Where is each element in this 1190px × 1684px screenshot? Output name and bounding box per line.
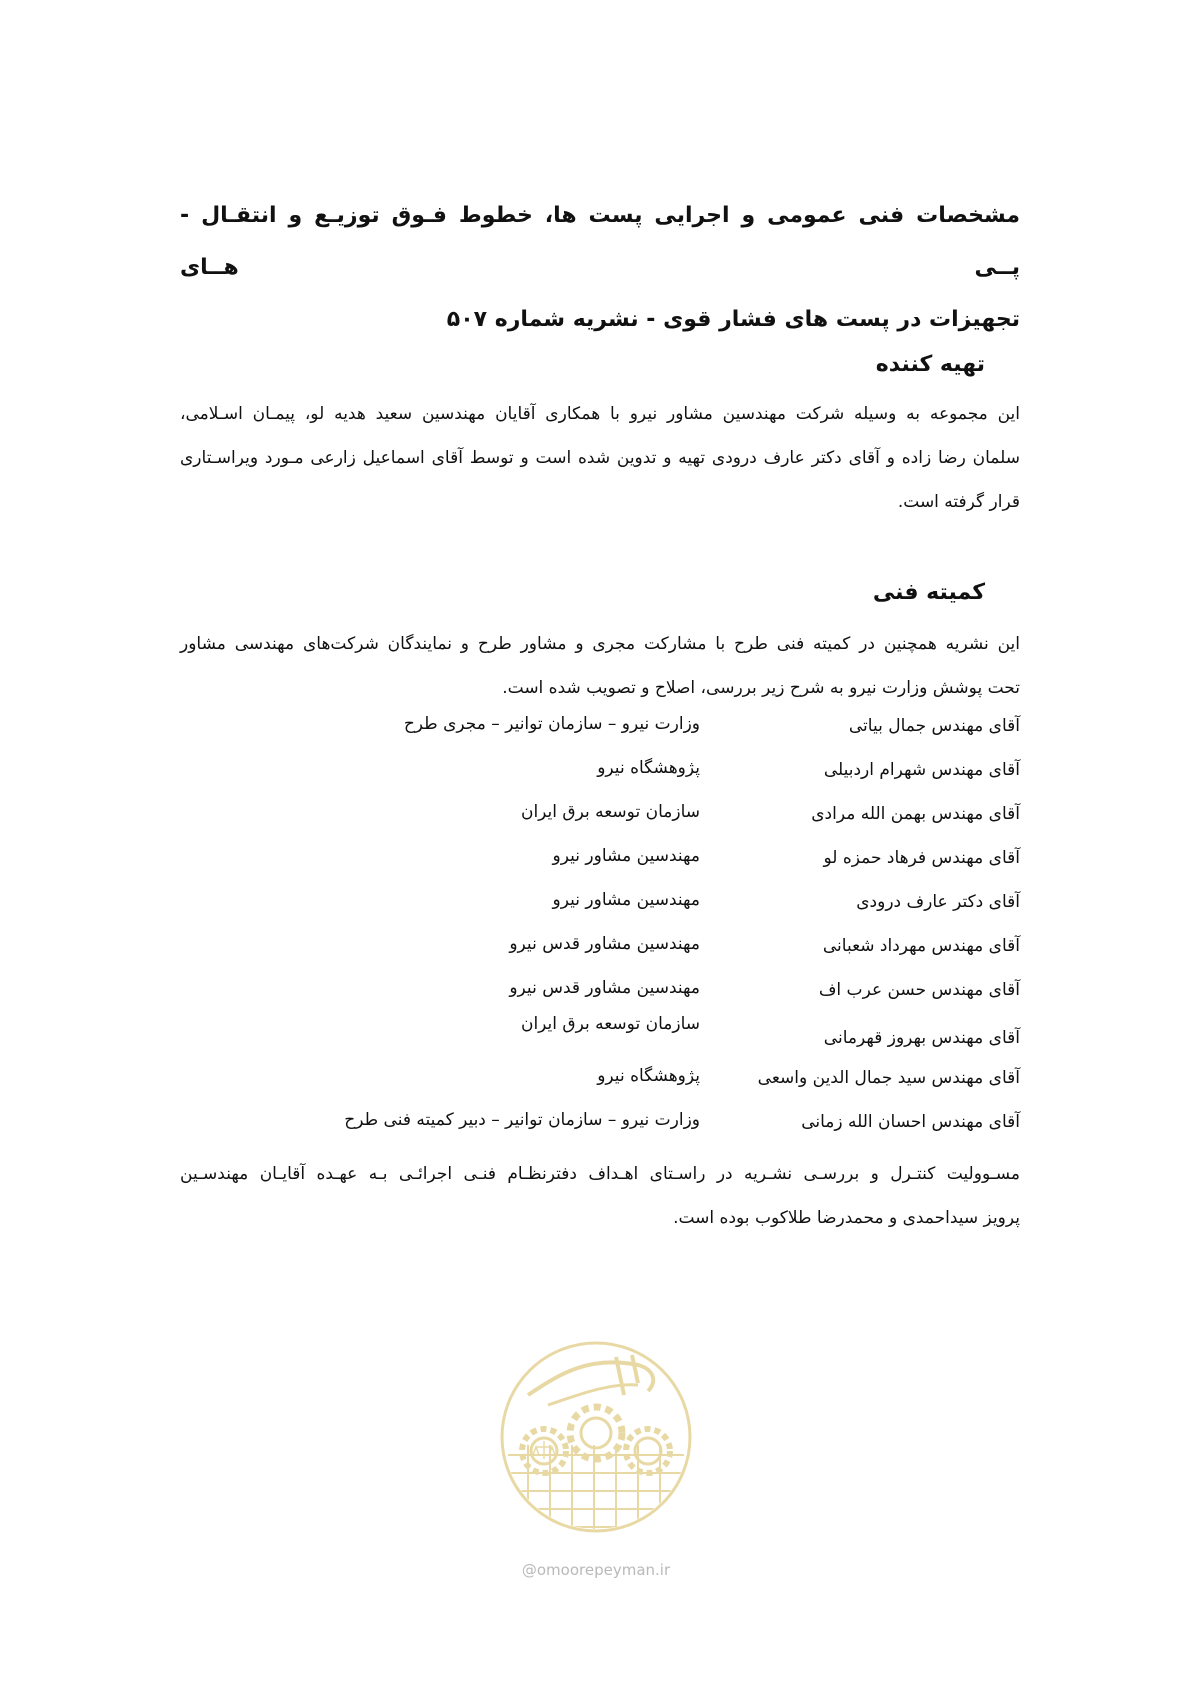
member-name: آقای مهندس شهرام اردبیلی [823,760,1020,780]
member-name: آقای مهندس بهروز قهرمانی [823,1028,1020,1048]
member-name: آقای مهندس احسان الله زمانی [801,1112,1020,1132]
member-name: آقای مهندس مهرداد شعبانی [822,936,1020,956]
document-title [180,190,1020,346]
closing-line: مسـوولیت کنتـرل و بررسـی نشـریه در راسـتای اهـداف دفترنظـام فنـی اجرائـی بـه عهـده آقایـان مهندسـین [180,1164,1020,1184]
member-row [180,710,1020,754]
member-row [180,886,1020,930]
member-organization: مهندسین مشاور نیرو [552,846,700,866]
member-row [180,1106,1020,1150]
watermark-site-text: @omoorepeyman.ir [521,1561,671,1579]
committee-closing [180,1152,1020,1240]
member-organization: مهندسین مشاور قدس نیرو [509,978,700,998]
member-organization: وزارت نیرو – سازمان توانیر – مجری طرح [403,714,700,734]
member-organization: مهندسین مشاور قدس نیرو [509,934,700,954]
member-name: آقای مهندس فرهاد حمزه لو [823,848,1020,868]
title-line-1: مشخصات فنی عمومی و اجرایی پست ها، خطوط فـوق توزیـع و انتقـال - پــی هــای [180,203,1020,280]
preparer-line: سلمان رضا زاده و آقای دکتر عارف درودی تهیه و تدوین شده است و توسط آقای اسماعیل زارعی مـورد ویراسـتاری [180,448,1020,468]
watermark-logo [488,1335,704,1585]
committee-intro [180,622,1020,710]
member-row [180,1062,1020,1106]
member-row [180,1014,1020,1062]
member-row [180,798,1020,842]
gear-icon [570,1407,622,1459]
committee-intro-line: این نشریه همچنین در کمیته فنی طرح با مشارکت مجری و مشاور طرح و نمایندگان شرکت‌های مهندسی مشاور [180,634,1020,654]
member-name: آقای مهندس بهمن الله مرادی [811,804,1020,824]
member-name: آقای مهندس حسن عرب اف [818,980,1020,1000]
member-name: آقای دکتر عارف درودی [856,892,1020,912]
committee-heading: کمیته فنی [872,580,985,605]
preparer-paragraph [180,392,1020,524]
member-name: آقای مهندس سید جمال الدین واسعی [757,1068,1020,1088]
preparer-heading: تهیه کننده [875,352,985,377]
committee-intro-line: تحت پوشش وزارت نیرو به شرح زیر بررسی، اصلاح و تصویب شده است. [502,678,1020,698]
closing-line: پرویز سیداحمدی و محمدرضا طلاکوب بوده است. [673,1208,1020,1228]
member-name: آقای مهندس جمال بیاتی [848,716,1020,736]
member-organization: سازمان توسعه برق ایران [520,802,700,822]
gear-icon [626,1429,670,1473]
member-row [180,974,1020,1018]
member-organization: مهندسین مشاور نیرو [552,890,700,910]
member-row [180,842,1020,886]
member-organization: سازمان توسعه برق ایران [520,1014,700,1034]
preparer-line: قرار گرفته است. [897,492,1020,512]
member-organization: پژوهشگاه نیرو [597,758,700,778]
committee-members-list [180,710,1020,1150]
member-row [180,930,1020,974]
title-line-2: تجهیزات در پست های فشار قوی - نشریه شماره ۵۰۷ [446,307,1020,332]
preparer-line: این مجموعه به وسیله شرکت مهندسین مشاور نیرو با همکاری آقایان مهندسین سعید هدیه لو، پیمـان اسـلامی، [180,404,1020,424]
member-row [180,754,1020,798]
member-organization: پژوهشگاه نیرو [597,1066,700,1086]
member-organization: وزارت نیرو – سازمان توانیر – دبیر کمیته فنی طرح [344,1110,700,1130]
